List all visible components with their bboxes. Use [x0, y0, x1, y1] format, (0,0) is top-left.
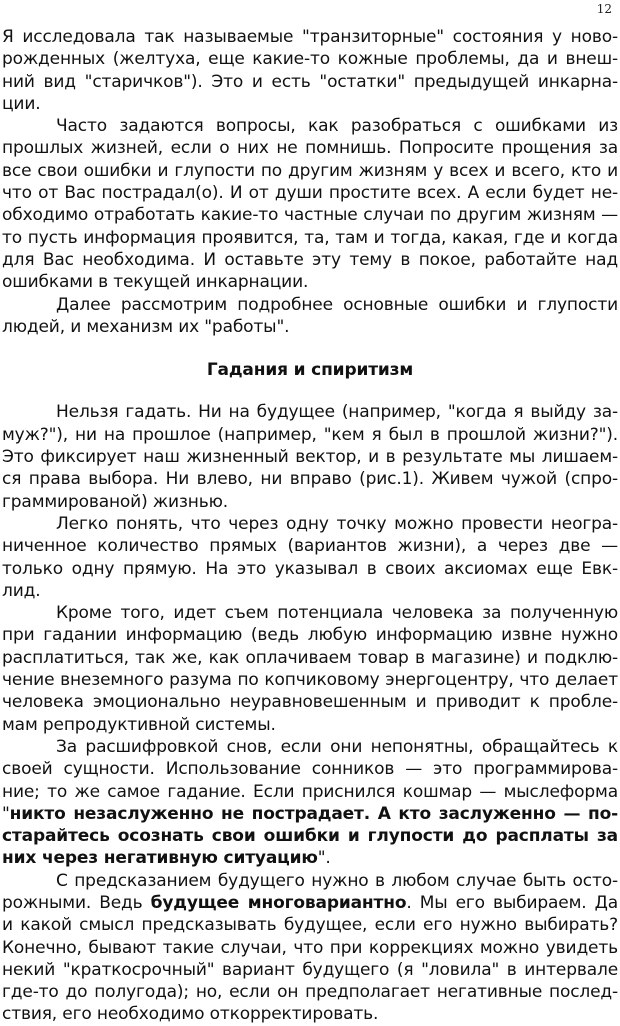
- text-line: ниченное количество прямых (вариантов жизни), а через две —: [2, 536, 618, 557]
- text-line: [2, 847, 618, 869]
- text-line: где-то до полугода); но, если он предполагает негативные послед-: [2, 982, 618, 1003]
- text-fragment: рожными. Ведь: [2, 892, 151, 913]
- text-line: ствия, его необходимо откорректировать.: [2, 1004, 379, 1025]
- text-line: За расшифровкой снов, если они непонятны, обращайтесь к: [56, 736, 618, 757]
- text-line: для Вас необходима. И оставьте эту тему в покое, работайте над: [2, 249, 618, 270]
- quote-mark: ": [2, 803, 10, 824]
- text-fragment: . Мы его выбираем. Да: [406, 892, 618, 913]
- text-line: людей, и механизм их "работы".: [2, 316, 290, 337]
- text-line: расплатиться, так же, как оплачиваем товар в магазине) и подклю-: [2, 647, 618, 668]
- text-line: обходимо отработать какие-то частные случаи по другим жизням —: [2, 205, 618, 226]
- paragraph-7: [2, 736, 618, 870]
- text-line: Конечно, бывают такие случаи, что при коррекциях можно увидеть: [2, 937, 618, 958]
- text-line: человека эмоционально неуравновешенным и приводит к пробле-: [2, 692, 618, 713]
- text-line: [2, 892, 618, 914]
- bold-text: старайтесь осознать свои ошибки и глупости до расплаты за: [2, 826, 618, 847]
- text-line: Часто задаются вопросы, как разобраться с ошибками из: [56, 116, 618, 137]
- bold-text: никто незаслуженно не пострадает. А кто заслуженно — по-: [9, 803, 618, 824]
- text-line: рожденных (желтуха, еще какие-то кожные проблемы, да и внеш-: [2, 49, 618, 70]
- text-line: [2, 825, 618, 847]
- text-line: только одну прямую. На это указывал в своих аксиомах еще Евк-: [2, 558, 618, 579]
- text-line: С предсказанием будущего нужно в любом случае быть осто-: [56, 870, 618, 891]
- paragraph-5: [2, 513, 618, 602]
- text-line: мам репродуктивной системы.: [2, 714, 276, 735]
- text-line: что от Вас пострадал(о). И от души простите всех. А если будет не-: [2, 183, 618, 204]
- text-line: и какой смысл предсказывать будущее, если его нужно выбирать?: [2, 915, 618, 936]
- bold-text: будущее многовариантно: [150, 892, 407, 913]
- body-text: [2, 26, 618, 1026]
- text-line: все свои ошибки и глупости по другим жизням у всех и всего, кто и: [2, 160, 618, 181]
- text-line: Далее рассмотрим подробнее основные ошибки и глупости: [56, 294, 618, 315]
- text-line: чение внеземного разума по копчиковому энергоцентру, что делает: [2, 670, 618, 691]
- text-line: ся права выбора. Ни влево, ни вправо (рис.1). Живем чужой (спро-: [2, 469, 618, 490]
- paragraph-1: [2, 26, 618, 115]
- text-line: Кроме того, идет съем потенциала человека за полученную: [56, 603, 618, 624]
- paragraph-2: [2, 115, 618, 293]
- text-line: ции.: [2, 93, 41, 114]
- text-line: муж?"), ни на прошлое (например, "кем я был в прошлой жизни?").: [2, 424, 618, 445]
- text-line: Я исследовала так называемые "транзиторные" состояния у ново-: [2, 27, 618, 47]
- text-line: Нельзя гадать. Ни на будущее (например, "когда я выйду за-: [56, 402, 618, 423]
- text-line: то пусть информация проявится, та, там и тогда, какая, где и когда: [2, 227, 618, 248]
- text-line: ние; то же самое гадание. Если приснился кошмар — мыслеформа: [2, 781, 618, 802]
- text-line: некий "краткосрочный" вариант будущего (я "ловила" в интервале: [2, 959, 618, 980]
- paragraph-4: [2, 401, 618, 512]
- closing-punctuation: ".: [317, 848, 331, 869]
- text-line: Это фиксирует наш жизненный вектор, и в результате мы лишаем-: [2, 447, 618, 468]
- bold-text: них через негативную ситуацию: [2, 848, 318, 869]
- paragraph-8: [2, 870, 618, 1026]
- text-line: лид.: [2, 580, 41, 601]
- page-number: 12: [596, 2, 612, 16]
- text-line: ошибками в текущей инкарнации.: [2, 272, 309, 293]
- text-line: прошлых жизней, если о них не помнишь. Попросите прощения за: [2, 138, 618, 159]
- text-line: ний вид "старичков"). Это и есть "остатки" предыдущей инкарна-: [2, 71, 618, 92]
- text-line: граммированой) жизнью.: [2, 491, 229, 512]
- text-line: своей сущности. Использование сонников — это программирова-: [2, 759, 618, 780]
- text-line: при гадании информацию (ведь любую информацию извне нужно: [2, 625, 618, 646]
- section-heading: Гадания и спиритизм: [206, 360, 414, 381]
- paragraph-3: [2, 294, 618, 339]
- text-line: Легко понять, что через одну точку можно провести неогра-: [56, 513, 618, 534]
- paragraph-6: [2, 602, 618, 736]
- text-line: [2, 803, 618, 825]
